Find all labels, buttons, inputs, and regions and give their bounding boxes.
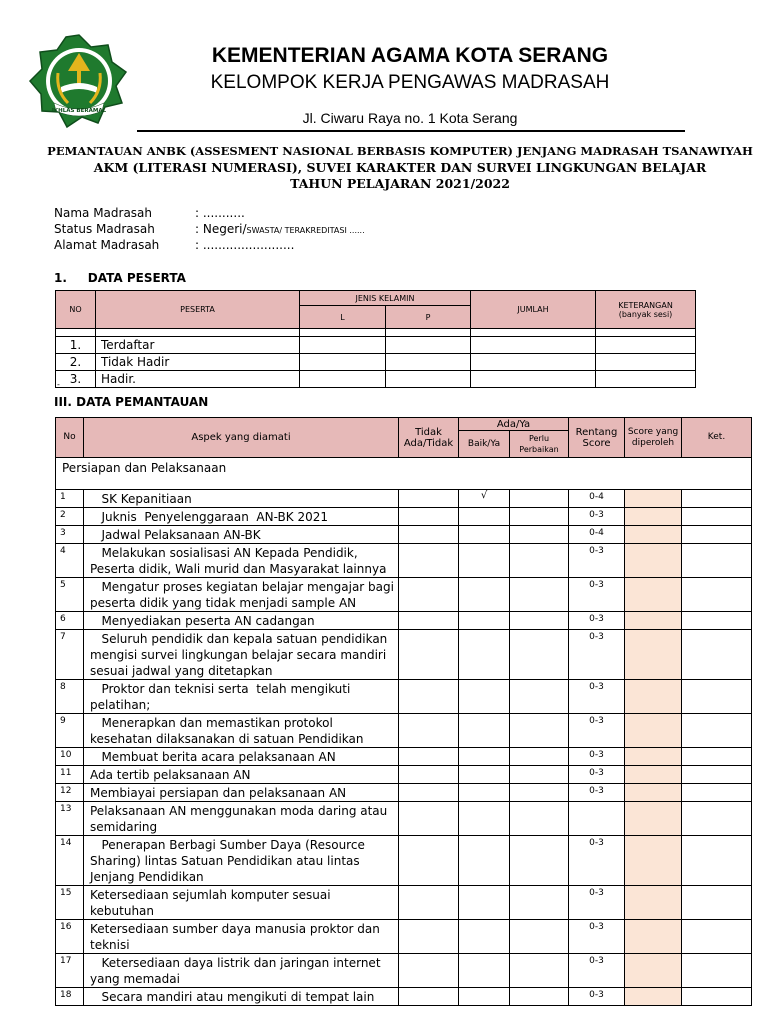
col-female-header: P <box>386 306 471 329</box>
none-check-cell[interactable] <box>399 988 459 1006</box>
school-name-label: Nama Madrasah <box>54 206 153 220</box>
good-check-cell[interactable] <box>459 680 510 714</box>
needs-fix-check-cell[interactable] <box>510 886 569 920</box>
item-aspect: Membiayai persiapan dan pelaksanaan AN <box>84 784 399 802</box>
item-aspect: Melakukan sosialisasi AN Kepada Pendidik, Peserta didik, Wali murid dan Masyarakat lainnya <box>84 544 399 578</box>
table-row <box>56 354 696 371</box>
score-cell[interactable] <box>625 784 682 802</box>
col-none-header: Tidak Ada/Tidak <box>399 418 459 458</box>
row-label: Terdaftar <box>96 337 300 354</box>
item-score-range: 0-3 <box>569 766 625 784</box>
item-aspect: Seluruh pendidik dan kepala satuan pendidikan mengisi survei lingkungan belajar secara mandiri sesuai jadwal yang ditetapkan <box>84 630 399 680</box>
participants-table <box>55 290 696 388</box>
item-aspect: Penerapan Berbagi Sumber Daya (Resource Sharing) lintas Satuan Pendidikan atau lintas Jenjang Pendidikan <box>84 836 399 886</box>
good-check-cell[interactable] <box>459 578 510 612</box>
good-check-cell[interactable] <box>459 988 510 1006</box>
total-cell[interactable] <box>471 354 596 371</box>
notes-cell[interactable] <box>682 714 752 748</box>
none-check-cell[interactable] <box>399 920 459 954</box>
good-check-cell[interactable] <box>459 612 510 630</box>
needs-fix-check-cell[interactable] <box>510 748 569 766</box>
good-check-cell[interactable] <box>459 954 510 988</box>
col-needs-fix-header: Perlu Perbaikan <box>510 431 569 458</box>
none-check-cell[interactable] <box>399 784 459 802</box>
item-score-range: 0-4 <box>569 490 625 508</box>
none-check-cell[interactable] <box>399 714 459 748</box>
notes-cell[interactable] <box>682 612 752 630</box>
item-number: 18 <box>56 988 84 1006</box>
good-check-cell[interactable] <box>459 802 510 836</box>
col-score-header: Score yang diperoleh <box>625 418 682 458</box>
needs-fix-check-cell[interactable] <box>510 526 569 544</box>
table-row <box>56 630 752 680</box>
needs-fix-check-cell[interactable] <box>510 680 569 714</box>
item-number: 7 <box>56 630 84 680</box>
item-aspect: Ketersediaan sejumlah komputer sesuai kebutuhan <box>84 886 399 920</box>
item-score-range: 0-3 <box>569 886 625 920</box>
total-cell[interactable] <box>471 337 596 354</box>
none-check-cell[interactable] <box>399 836 459 886</box>
table-row <box>56 988 752 1006</box>
table-row <box>56 508 752 526</box>
needs-fix-check-cell[interactable] <box>510 714 569 748</box>
notes-cell[interactable] <box>682 784 752 802</box>
item-number: 4 <box>56 544 84 578</box>
item-score-range: 0-3 <box>569 630 625 680</box>
needs-fix-check-cell[interactable] <box>510 578 569 612</box>
table-row <box>56 954 752 988</box>
needs-fix-check-cell[interactable] <box>510 508 569 526</box>
section-monitoring-title: III. DATA PEMANTAUAN <box>54 395 209 409</box>
good-check-cell[interactable] <box>459 544 510 578</box>
table-row <box>56 526 752 544</box>
item-aspect: Ketersediaan daya listrik dan jaringan internet yang memadai <box>84 954 399 988</box>
none-check-cell[interactable] <box>399 578 459 612</box>
col-notes-header <box>596 291 696 329</box>
item-score-range: 0-3 <box>569 954 625 988</box>
item-score-range: 0-3 <box>569 836 625 886</box>
needs-fix-check-cell[interactable] <box>510 784 569 802</box>
table-row <box>56 337 696 354</box>
col-notes-subtitle: (banyak sesi) <box>618 309 673 319</box>
score-cell[interactable] <box>625 766 682 784</box>
score-cell[interactable] <box>625 954 682 988</box>
item-number: 16 <box>56 920 84 954</box>
good-check-cell[interactable]: √ <box>459 490 510 508</box>
col-good-header: Baik/Ya <box>459 431 510 458</box>
notes-cell[interactable] <box>682 578 752 612</box>
col-male-header: L <box>300 306 386 329</box>
none-check-cell[interactable] <box>399 748 459 766</box>
school-status-main: : Negeri/ <box>195 222 247 236</box>
table-row <box>56 544 752 578</box>
none-check-cell[interactable] <box>399 544 459 578</box>
none-check-cell[interactable] <box>399 526 459 544</box>
notes-cell[interactable] <box>682 920 752 954</box>
needs-fix-check-cell[interactable] <box>510 544 569 578</box>
score-cell[interactable] <box>625 526 682 544</box>
item-score-range: 0-3 <box>569 714 625 748</box>
item-aspect: Menerapkan dan memastikan protokol kesehatan dilaksanakan di satuan Pendidikan <box>84 714 399 748</box>
row-number: 1. <box>56 337 96 354</box>
school-status-value <box>195 222 365 236</box>
needs-fix-check-cell[interactable] <box>510 612 569 630</box>
male-count-cell[interactable] <box>300 337 386 354</box>
col-yes-header: Ada/Ya <box>459 418 569 431</box>
score-cell[interactable] <box>625 886 682 920</box>
none-check-cell[interactable] <box>399 680 459 714</box>
item-score-range: 0-3 <box>569 680 625 714</box>
table-row <box>56 714 752 748</box>
table-row <box>56 612 752 630</box>
none-check-cell[interactable] <box>399 954 459 988</box>
school-address-value: : ........................ <box>195 238 295 252</box>
needs-fix-check-cell[interactable] <box>510 802 569 836</box>
table-row <box>56 836 752 886</box>
notes-cell[interactable] <box>682 886 752 920</box>
good-check-cell[interactable] <box>459 886 510 920</box>
item-aspect: Menyediakan peserta AN cadangan <box>84 612 399 630</box>
score-cell[interactable] <box>625 680 682 714</box>
total-cell[interactable] <box>471 371 596 388</box>
score-cell[interactable] <box>625 630 682 680</box>
none-check-cell[interactable] <box>399 802 459 836</box>
good-check-cell[interactable] <box>459 508 510 526</box>
score-cell[interactable] <box>625 748 682 766</box>
ministry-title: KEMENTERIAN AGAMA KOTA SERANG <box>211 44 609 67</box>
col-no-header: NO <box>56 291 96 329</box>
item-number: 17 <box>56 954 84 988</box>
table-row <box>56 802 752 836</box>
needs-fix-check-cell[interactable] <box>510 836 569 886</box>
score-cell[interactable] <box>625 612 682 630</box>
item-score-range: 0-4 <box>569 526 625 544</box>
document-title-line1: PEMANTAUAN ANBK (ASSESMENT NASIONAL BERBASIS KOMPUTER) JENJANG MADRASAH TSANAWIYAH <box>47 144 753 158</box>
notes-cell[interactable] <box>682 508 752 526</box>
needs-fix-check-cell[interactable] <box>510 988 569 1006</box>
item-score-range: 0-3 <box>569 920 625 954</box>
notes-cell[interactable] <box>682 836 752 886</box>
item-score-range: 0-3 <box>569 578 625 612</box>
notes-cell[interactable] <box>682 766 752 784</box>
male-count-cell[interactable] <box>300 354 386 371</box>
score-cell[interactable] <box>625 578 682 612</box>
office-address: Jl. Ciwaru Raya no. 1 Kota Serang <box>302 110 518 126</box>
table-row <box>56 680 752 714</box>
notes-cell[interactable] <box>682 748 752 766</box>
good-check-cell[interactable] <box>459 836 510 886</box>
none-check-cell[interactable] <box>399 766 459 784</box>
item-score-range: 0-3 <box>569 988 625 1006</box>
table-row <box>56 490 752 508</box>
needs-fix-check-cell[interactable] <box>510 630 569 680</box>
working-group-title: KELOMPOK KERJA PENGAWAS MADRASAH <box>210 72 610 93</box>
score-cell[interactable] <box>625 714 682 748</box>
notes-cell[interactable] <box>682 802 752 836</box>
item-number: 6 <box>56 612 84 630</box>
table-row <box>56 886 752 920</box>
col-no-header: No <box>56 418 84 458</box>
notes-cell[interactable] <box>596 354 696 371</box>
notes-cell[interactable] <box>596 371 696 388</box>
table-row <box>56 766 752 784</box>
notes-cell[interactable] <box>682 680 752 714</box>
item-number: 12 <box>56 784 84 802</box>
good-check-cell[interactable] <box>459 748 510 766</box>
none-check-cell[interactable] <box>399 630 459 680</box>
notes-cell[interactable] <box>596 337 696 354</box>
score-cell[interactable] <box>625 988 682 1006</box>
school-name-value: : ........... <box>195 206 245 220</box>
good-check-cell[interactable] <box>459 630 510 680</box>
score-cell[interactable] <box>625 508 682 526</box>
item-aspect: Jadwal Pelaksanaan AN-BK <box>84 526 399 544</box>
item-number: 13 <box>56 802 84 836</box>
item-aspect: Proktor dan teknisi serta telah mengikuti pelatihan; <box>84 680 399 714</box>
item-number: 1 <box>56 490 84 508</box>
item-score-range <box>569 802 625 836</box>
item-score-range: 0-3 <box>569 784 625 802</box>
item-number: 3 <box>56 526 84 544</box>
monitoring-table <box>55 417 752 1006</box>
score-cell[interactable] <box>625 544 682 578</box>
item-score-range: 0-3 <box>569 612 625 630</box>
item-aspect: Secara mandiri atau mengikuti di tempat lain <box>84 988 399 1006</box>
good-check-cell[interactable] <box>459 526 510 544</box>
table-row <box>56 748 752 766</box>
female-count-cell[interactable] <box>386 337 471 354</box>
item-score-range: 0-3 <box>569 748 625 766</box>
table-row <box>56 578 752 612</box>
notes-cell[interactable] <box>682 630 752 680</box>
none-check-cell[interactable] <box>399 490 459 508</box>
score-cell[interactable] <box>625 920 682 954</box>
notes-cell[interactable] <box>682 988 752 1006</box>
col-gender-header: JENIS KELAMIN <box>300 291 471 306</box>
row-label: Hadir. <box>96 371 300 388</box>
good-check-cell[interactable] <box>459 920 510 954</box>
col-notes-title: KETERANGAN <box>618 300 673 310</box>
school-address-label: Alamat Madrasah <box>54 238 160 252</box>
table-row <box>56 920 752 954</box>
item-aspect: Membuat berita acara pelaksanaan AN <box>84 748 399 766</box>
none-check-cell[interactable] <box>399 886 459 920</box>
female-count-cell[interactable] <box>386 354 471 371</box>
notes-cell[interactable] <box>682 526 752 544</box>
notes-cell[interactable] <box>682 544 752 578</box>
needs-fix-check-cell[interactable] <box>510 490 569 508</box>
male-count-cell[interactable] <box>300 371 386 388</box>
col-notes-header: Ket. <box>682 418 752 458</box>
item-aspect: Ada tertib pelaksanaan AN <box>84 766 399 784</box>
document-title-line2: AKM (LITERASI NUMERASI), SUVEI KARAKTER DAN SURVEI LINGKUNGAN BELAJAR <box>93 160 707 175</box>
item-number: 2 <box>56 508 84 526</box>
col-aspect-header: Aspek yang diamati <box>84 418 399 458</box>
item-number: 14 <box>56 836 84 886</box>
female-count-cell[interactable] <box>386 371 471 388</box>
item-number: 9 <box>56 714 84 748</box>
row-number: 2. <box>56 354 96 371</box>
col-total-header: JUMLAH <box>471 291 596 329</box>
score-cell[interactable] <box>625 836 682 886</box>
item-number: 15 <box>56 886 84 920</box>
svg-text:IKHLAS BERAMAL: IKHLAS BERAMAL <box>51 108 107 114</box>
good-check-cell[interactable] <box>459 784 510 802</box>
row-label: Tidak Hadir <box>96 354 300 371</box>
col-participant-header: PESERTA <box>96 291 300 329</box>
needs-fix-check-cell[interactable] <box>510 766 569 784</box>
item-number: 8 <box>56 680 84 714</box>
item-aspect: Ketersediaan sumber daya manusia proktor dan teknisi <box>84 920 399 954</box>
item-score-range: 0-3 <box>569 508 625 526</box>
kemenag-logo <box>28 33 130 131</box>
group-preparation-label: Persiapan dan Pelaksanaan <box>56 458 752 490</box>
row-number: 3. <box>56 371 96 388</box>
item-number: 11 <box>56 766 84 784</box>
item-aspect: SK Kepanitiaan <box>84 490 399 508</box>
document-title-line3: TAHUN PELAJARAN 2021/2022 <box>290 176 510 191</box>
header-divider <box>137 130 685 132</box>
section-participants-title: 1. DATA PESERTA <box>54 271 186 285</box>
good-check-cell[interactable] <box>459 714 510 748</box>
needs-fix-check-cell[interactable] <box>510 954 569 988</box>
good-check-cell[interactable] <box>459 766 510 784</box>
item-aspect: Juknis Penyelenggaraan AN-BK 2021 <box>84 508 399 526</box>
item-aspect: Pelaksanaan AN menggunakan moda daring atau semidaring <box>84 802 399 836</box>
notes-cell[interactable] <box>682 490 752 508</box>
score-cell[interactable] <box>625 490 682 508</box>
footnote-mark: - <box>57 380 60 389</box>
item-aspect: Mengatur proses kegiatan belajar mengajar bagi peserta didik yang tidak menjadi sample AN <box>84 578 399 612</box>
none-check-cell[interactable] <box>399 612 459 630</box>
notes-cell[interactable] <box>682 954 752 988</box>
item-number: 5 <box>56 578 84 612</box>
table-row <box>56 784 752 802</box>
table-row <box>56 371 696 388</box>
score-cell[interactable] <box>625 802 682 836</box>
item-score-range: 0-3 <box>569 544 625 578</box>
item-number: 10 <box>56 748 84 766</box>
col-range-header: Rentang Score <box>569 418 625 458</box>
none-check-cell[interactable] <box>399 508 459 526</box>
school-status-options: SWASTA/ TERAKREDITASI ...... <box>246 226 365 235</box>
needs-fix-check-cell[interactable] <box>510 920 569 954</box>
school-status-label: Status Madrasah <box>54 222 155 236</box>
